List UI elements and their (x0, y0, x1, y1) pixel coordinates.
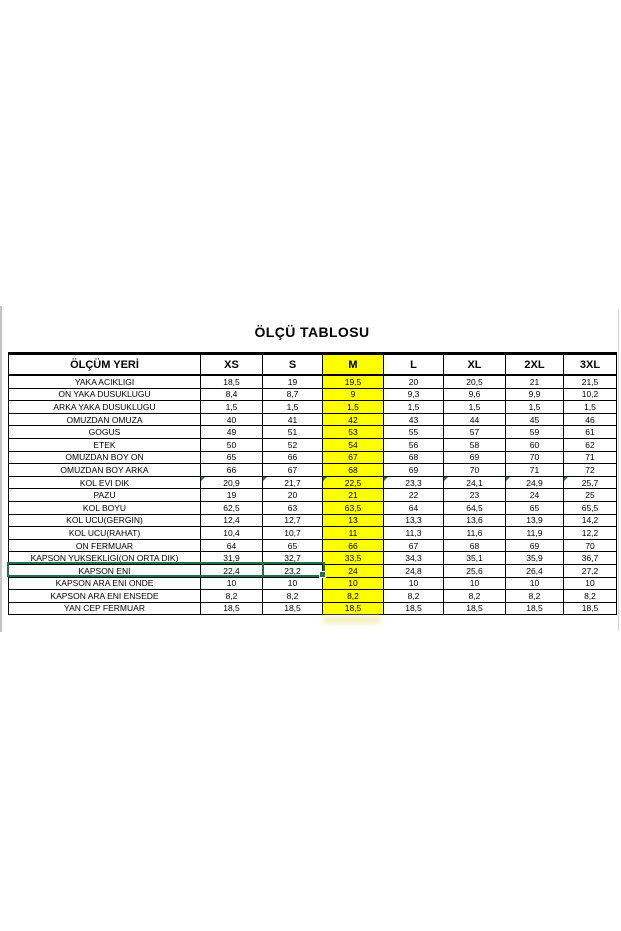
table-row (9, 413, 617, 426)
value-cell: 65,5 (564, 501, 617, 514)
row-label: ON YAKA DUSUKLUGU (9, 388, 201, 401)
value-cell: 51 (263, 426, 323, 439)
row-label: OMUZDAN BOY ON (9, 451, 201, 464)
value-cell: 59 (506, 426, 564, 439)
value-cell: 10 (384, 577, 444, 590)
value-cell: 71 (506, 464, 564, 477)
value-cell: 70 (444, 464, 506, 477)
row-label: KAPSON ENI (9, 564, 201, 577)
value-cell: 10 (201, 577, 263, 590)
value-cell: 9,9 (506, 388, 564, 401)
value-cell: 65 (506, 501, 564, 514)
value-cell: 49 (201, 426, 263, 439)
value-cell: 45 (506, 413, 564, 426)
value-cell: 64,5 (444, 501, 506, 514)
value-cell: 12,7 (263, 514, 323, 527)
value-cell: 24,9 (506, 476, 564, 489)
value-cell: 19,5 (323, 375, 384, 388)
value-cell: 19 (263, 375, 323, 388)
value-cell: 22,4 (201, 564, 263, 577)
value-cell: 18,5 (263, 602, 323, 615)
row-label: KOL EVI DIK (9, 476, 201, 489)
column-header-s: S (263, 354, 323, 376)
value-cell: 68 (323, 464, 384, 477)
value-cell: 35,9 (506, 552, 564, 565)
value-cell: 10,2 (564, 388, 617, 401)
value-cell: 23,3 (384, 476, 444, 489)
value-cell: 10 (444, 577, 506, 590)
value-cell: 31,9 (201, 552, 263, 565)
value-cell: 69 (384, 464, 444, 477)
row-label: KOL BOYU (9, 501, 201, 514)
value-cell: 67 (263, 464, 323, 477)
error-triangle-icon (323, 477, 327, 481)
table-row (9, 489, 617, 502)
row-label: KAPSON YUKSEKLIGI(ON ORTA DIK) (9, 552, 201, 565)
value-cell: 11,6 (444, 527, 506, 540)
value-cell: 50 (201, 438, 263, 451)
value-cell: 46 (564, 413, 617, 426)
column-header-l: L (384, 354, 444, 376)
value-cell: 1,5 (564, 401, 617, 414)
value-cell: 23 (444, 489, 506, 502)
value-cell: 19 (201, 489, 263, 502)
value-cell: 20,9 (201, 476, 263, 489)
value-cell: 69 (444, 451, 506, 464)
row-label: KAPSON ARA ENI ENSEDE (9, 590, 201, 603)
value-cell: 8,2 (444, 590, 506, 603)
row-label: ARKA YAKA DUSUKLUGU (9, 401, 201, 414)
value-cell: 62 (564, 438, 617, 451)
value-cell: 56 (384, 438, 444, 451)
error-triangle-icon (201, 477, 205, 481)
value-cell: 18,5 (506, 602, 564, 615)
value-cell: 21 (506, 375, 564, 388)
value-cell: 18,5 (323, 602, 384, 615)
value-cell: 64 (384, 501, 444, 514)
row-label: KAPSON ARA ENI ONDE (9, 577, 201, 590)
value-cell: 1,5 (444, 401, 506, 414)
value-cell: 10,7 (263, 527, 323, 540)
value-cell: 8,2 (323, 590, 384, 603)
value-cell: 72 (564, 464, 617, 477)
value-cell: 67 (384, 539, 444, 552)
value-cell: 1,5 (201, 401, 263, 414)
value-cell: 24 (323, 564, 384, 577)
column-header-label: ÖLÇÜM YERİ (9, 354, 201, 376)
value-cell: 26,4 (506, 564, 564, 577)
value-cell: 18,5 (564, 602, 617, 615)
value-cell: 69 (506, 539, 564, 552)
value-cell: 9,3 (384, 388, 444, 401)
row-label: KOL UCU(RAHAT) (9, 527, 201, 540)
value-cell: 9 (323, 388, 384, 401)
value-cell: 20 (384, 375, 444, 388)
value-cell: 36,7 (564, 552, 617, 565)
value-cell: 18,5 (201, 602, 263, 615)
value-cell: 34,3 (384, 552, 444, 565)
table-row (9, 552, 617, 565)
value-cell: 1,5 (323, 401, 384, 414)
value-cell: 25,6 (444, 564, 506, 577)
value-cell: 57 (444, 426, 506, 439)
table-row (9, 501, 617, 514)
value-cell: 8,2 (564, 590, 617, 603)
error-triangle-icon (506, 477, 510, 481)
value-cell: 18,5 (384, 602, 444, 615)
table-row (9, 476, 617, 489)
value-cell: 20 (263, 489, 323, 502)
value-cell: 1,5 (384, 401, 444, 414)
value-cell: 8,2 (201, 590, 263, 603)
value-cell: 11,9 (506, 527, 564, 540)
value-cell: 35,1 (444, 552, 506, 565)
error-triangle-icon (564, 477, 568, 481)
table-row (9, 464, 617, 477)
header-row (9, 354, 617, 376)
table-row (9, 577, 617, 590)
value-cell: 64 (201, 539, 263, 552)
row-label: ETEK (9, 438, 201, 451)
value-cell: 11 (323, 527, 384, 540)
row-label: OMUZDAN OMUZA (9, 413, 201, 426)
row-label: ON FERMUAR (9, 539, 201, 552)
value-cell: 70 (564, 539, 617, 552)
value-cell: 41 (263, 413, 323, 426)
value-cell: 27,2 (564, 564, 617, 577)
value-cell: 23,2 (263, 564, 323, 577)
value-cell: 25 (564, 489, 617, 502)
value-cell: 10 (323, 577, 384, 590)
column-header-xl: XL (444, 354, 506, 376)
value-cell: 21,7 (263, 476, 323, 489)
value-cell: 9,6 (444, 388, 506, 401)
value-cell: 10,4 (201, 527, 263, 540)
value-cell: 11,3 (384, 527, 444, 540)
table-row (9, 388, 617, 401)
table-row (9, 401, 617, 414)
error-triangle-icon (444, 477, 448, 481)
value-cell: 13,6 (444, 514, 506, 527)
value-cell: 58 (444, 438, 506, 451)
value-cell: 60 (506, 438, 564, 451)
value-cell: 63 (263, 501, 323, 514)
yellow-smudge-artifact (323, 616, 381, 624)
table-row (9, 590, 617, 603)
value-cell: 61 (564, 426, 617, 439)
table-row (9, 438, 617, 451)
size-table-body (9, 375, 617, 615)
error-triangle-icon (263, 477, 267, 481)
value-cell: 12,2 (564, 527, 617, 540)
value-cell: 21,5 (564, 375, 617, 388)
value-cell: 1,5 (506, 401, 564, 414)
value-cell: 20,5 (444, 375, 506, 388)
error-triangle-icon (384, 477, 388, 481)
value-cell: 66 (201, 464, 263, 477)
value-cell: 68 (384, 451, 444, 464)
value-cell: 8,2 (506, 590, 564, 603)
gridline-artifact-right (618, 309, 619, 631)
value-cell: 43 (384, 413, 444, 426)
value-cell: 42 (323, 413, 384, 426)
row-label: PAZU (9, 489, 201, 502)
table-row (9, 426, 617, 439)
value-cell: 13 (323, 514, 384, 527)
value-cell: 13,9 (506, 514, 564, 527)
value-cell: 53 (323, 426, 384, 439)
value-cell: 18,5 (201, 375, 263, 388)
value-cell: 22 (384, 489, 444, 502)
value-cell: 33,5 (323, 552, 384, 565)
size-table (8, 352, 617, 615)
value-cell: 8,2 (384, 590, 444, 603)
column-header-m: M (323, 354, 384, 376)
table-row (9, 564, 617, 577)
column-header-2xl: 2XL (506, 354, 564, 376)
value-cell: 12,4 (201, 514, 263, 527)
value-cell: 65 (201, 451, 263, 464)
value-cell: 8,2 (263, 590, 323, 603)
value-cell: 18,5 (444, 602, 506, 615)
value-cell: 66 (323, 539, 384, 552)
table-title: ÖLÇÜ TABLOSU (254, 324, 370, 340)
value-cell: 67 (323, 451, 384, 464)
table-row (9, 602, 617, 615)
value-cell: 1,5 (263, 401, 323, 414)
column-header-3xl: 3XL (564, 354, 617, 376)
value-cell: 14,2 (564, 514, 617, 527)
row-label: OMUZDAN BOY ARKA (9, 464, 201, 477)
row-label: GOGUS (9, 426, 201, 439)
table-row (9, 527, 617, 540)
value-cell: 10 (506, 577, 564, 590)
value-cell: 10 (564, 577, 617, 590)
value-cell: 71 (564, 451, 617, 464)
row-label: YAN CEP FERMUAR (9, 602, 201, 615)
value-cell: 13,3 (384, 514, 444, 527)
value-cell: 70 (506, 451, 564, 464)
value-cell: 8,4 (201, 388, 263, 401)
value-cell: 24,8 (384, 564, 444, 577)
value-cell: 10 (263, 577, 323, 590)
value-cell: 21 (323, 489, 384, 502)
row-label: YAKA ACIKLIGI (9, 375, 201, 388)
value-cell: 62,5 (201, 501, 263, 514)
size-table-header (9, 354, 617, 376)
table-row (9, 539, 617, 552)
value-cell: 40 (201, 413, 263, 426)
value-cell: 24 (506, 489, 564, 502)
value-cell: 22,5 (323, 476, 384, 489)
value-cell: 68 (444, 539, 506, 552)
value-cell: 55 (384, 426, 444, 439)
value-cell: 25,7 (564, 476, 617, 489)
table-row (9, 451, 617, 464)
value-cell: 32,7 (263, 552, 323, 565)
value-cell: 63,5 (323, 501, 384, 514)
value-cell: 54 (323, 438, 384, 451)
value-cell: 44 (444, 413, 506, 426)
value-cell: 66 (263, 451, 323, 464)
value-cell: 52 (263, 438, 323, 451)
value-cell: 65 (263, 539, 323, 552)
table-row (9, 514, 617, 527)
table-row (9, 375, 617, 388)
value-cell: 8,7 (263, 388, 323, 401)
row-label: KOL UCU(GERGIN) (9, 514, 201, 527)
value-cell: 24,1 (444, 476, 506, 489)
gridline-artifact-left (0, 306, 2, 632)
column-header-xs: XS (201, 354, 263, 376)
